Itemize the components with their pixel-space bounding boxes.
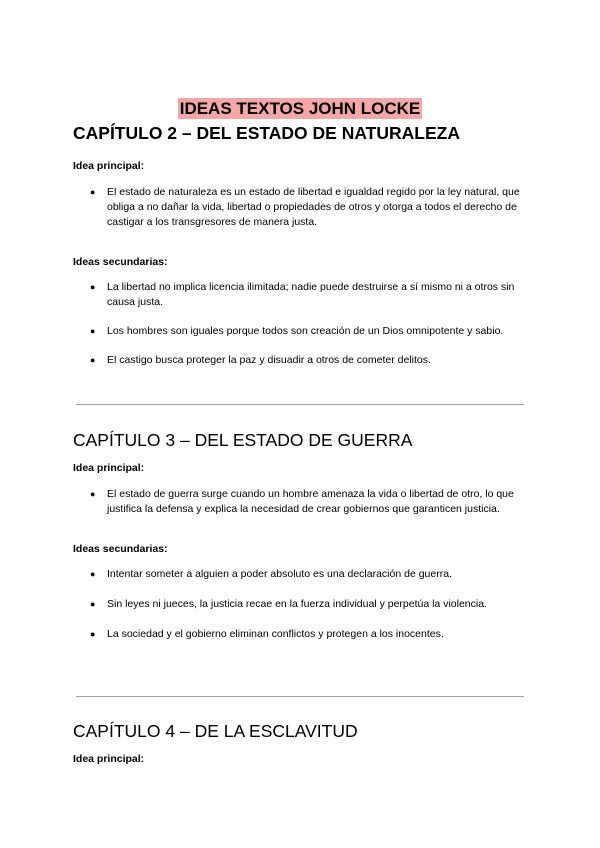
list-item xyxy=(73,487,531,517)
idea-text: La sociedad y el gobierno eliminan conflictos y protegen a los inocentes. xyxy=(107,628,444,640)
secondary-idea-list xyxy=(73,280,533,368)
secondary-ideas-label: Ideas secundarias: xyxy=(73,256,168,268)
document-title xyxy=(0,85,600,122)
idea-text: El estado de guerra surge cuando un hombre amenaza la vida o libertad de otro, lo que justifica la defensa y explica la necesidad de crear gobiernos que garanticen justicia. xyxy=(107,488,514,515)
bullet-icon: ● xyxy=(90,282,96,292)
main-idea-list xyxy=(73,185,533,230)
main-idea-list xyxy=(73,487,533,517)
secondary-idea-list xyxy=(73,567,533,642)
main-idea-label: Idea principal: xyxy=(73,160,145,172)
list-item xyxy=(73,280,531,310)
section-divider xyxy=(76,404,524,405)
list-item xyxy=(73,353,531,368)
section-divider xyxy=(76,696,524,697)
bullet-icon: ● xyxy=(90,599,96,609)
main-idea-label: Idea principal: xyxy=(73,753,145,765)
idea-text: Intentar someter a alguien a poder absoluto es una declaración de guerra. xyxy=(107,568,452,580)
bullet-icon: ● xyxy=(90,489,96,499)
list-item xyxy=(73,597,531,612)
chapter-heading: CAPÍTULO 4 – DE LA ESCLAVITUD xyxy=(73,721,358,741)
main-idea-label: Idea principal: xyxy=(73,462,145,474)
idea-text: El estado de naturaleza es un estado de libertad e igualdad regido por la ley natural, que obliga a no dañar la vida, libertad o propiedades de otros y otorga a todos el derecho de castigar a los transgresores de manera justa. xyxy=(107,186,520,228)
secondary-ideas-label: Ideas secundarias: xyxy=(73,543,168,555)
list-item xyxy=(73,627,531,642)
list-item xyxy=(73,185,531,230)
list-item xyxy=(73,567,531,582)
chapter-4 xyxy=(73,720,533,766)
idea-text: Los hombres son iguales porque todos son creación de un Dios omnipotente y sabio. xyxy=(107,325,504,337)
chapter-heading: CAPÍTULO 2 – DEL ESTADO DE NATURALEZA xyxy=(73,123,460,143)
chapter-2 xyxy=(73,122,533,368)
list-item xyxy=(73,324,531,339)
bullet-icon: ● xyxy=(90,569,96,579)
bullet-icon: ● xyxy=(90,355,96,365)
bullet-icon: ● xyxy=(90,326,96,336)
bullet-icon: ● xyxy=(90,629,96,639)
idea-text: Sin leyes ni jueces, la justicia recae en la fuerza individual y perpetúa la violencia. xyxy=(107,598,487,610)
chapter-heading: CAPÍTULO 3 – DEL ESTADO DE GUERRA xyxy=(73,430,413,450)
document-title-text: IDEAS TEXTOS JOHN LOCKE xyxy=(179,99,421,118)
chapter-3 xyxy=(73,429,533,642)
idea-text: El castigo busca proteger la paz y disuadir a otros de cometer delitos. xyxy=(107,354,431,366)
bullet-icon: ● xyxy=(90,187,96,197)
idea-text: La libertad no implica licencia ilimitada; nadie puede destruirse a sí mismo ni a otros sin causa justa. xyxy=(107,281,515,308)
